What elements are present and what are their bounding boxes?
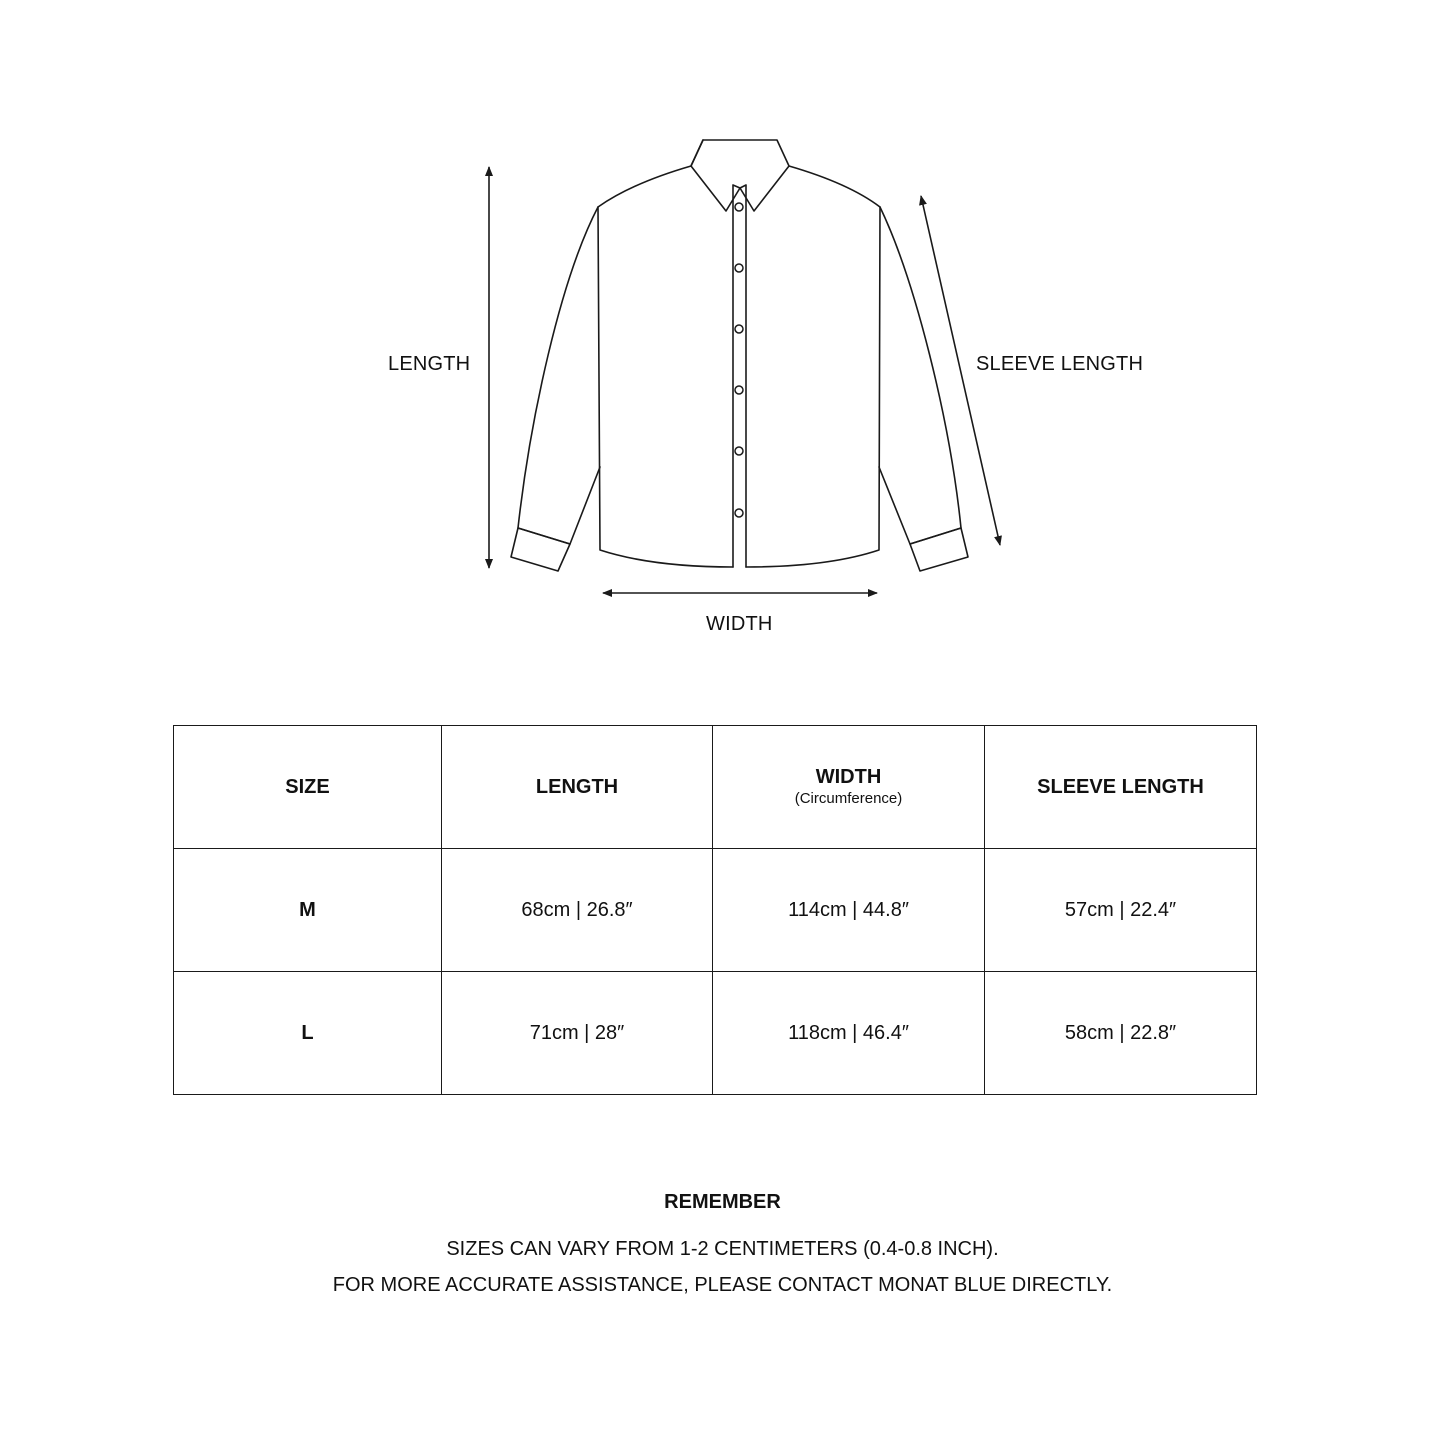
width-label: WIDTH xyxy=(706,613,773,635)
header-label: SLEEVE LENGTH xyxy=(1037,776,1204,798)
width-cell: 114cm | 44.8″ xyxy=(713,849,985,972)
size-cell: L xyxy=(174,972,442,1095)
size-cell: M xyxy=(174,849,442,972)
sleeve-length-label: SLEEVE LENGTH xyxy=(976,353,1144,375)
length-cell: 68cm | 26.8″ xyxy=(442,849,713,972)
right-cuff xyxy=(910,528,968,571)
shirt-illustration xyxy=(0,0,1445,700)
header-label: WIDTH xyxy=(815,766,882,788)
left-sleeve xyxy=(518,207,600,544)
length-label: LENGTH xyxy=(388,353,471,375)
table-row xyxy=(174,972,1257,1095)
button-icon xyxy=(735,509,743,517)
collar-icon xyxy=(691,140,789,211)
sleeve-length-cell: 58cm | 22.8″ xyxy=(985,972,1257,1095)
sleeve-length-cell: 57cm | 22.4″ xyxy=(985,849,1257,972)
header-width xyxy=(713,726,985,849)
size-table xyxy=(173,725,1257,1095)
left-cuff xyxy=(511,528,570,571)
table-row xyxy=(174,849,1257,972)
button-icon xyxy=(735,264,743,272)
width-cell: 118cm | 46.4″ xyxy=(713,972,985,1095)
table-header-row xyxy=(174,726,1257,849)
header-sublabel: (Circumference) xyxy=(794,790,903,807)
shirt-measurement-diagram xyxy=(0,0,1445,700)
note-title: REMEMBER xyxy=(664,1191,781,1213)
header-label: SIZE xyxy=(285,776,330,798)
buttons xyxy=(735,203,743,517)
button-icon xyxy=(735,203,743,211)
header-size xyxy=(174,726,442,849)
button-icon xyxy=(735,386,743,394)
length-cell: 71cm | 28″ xyxy=(442,972,713,1095)
header-sleeve-length xyxy=(985,726,1257,849)
shirt-body-right xyxy=(746,166,880,567)
right-sleeve xyxy=(879,207,961,544)
button-icon xyxy=(735,447,743,455)
shirt-body-left xyxy=(598,166,733,567)
header-label: LENGTH xyxy=(535,776,619,798)
note-line-variance: SIZES CAN VARY FROM 1-2 CENTIMETERS (0.4-0.8 INCH). xyxy=(446,1238,999,1260)
header-length xyxy=(442,726,713,849)
note-line-contact: FOR MORE ACCURATE ASSISTANCE, PLEASE CONTACT MONAT BLUE DIRECTLY. xyxy=(332,1274,1113,1296)
button-icon xyxy=(735,325,743,333)
